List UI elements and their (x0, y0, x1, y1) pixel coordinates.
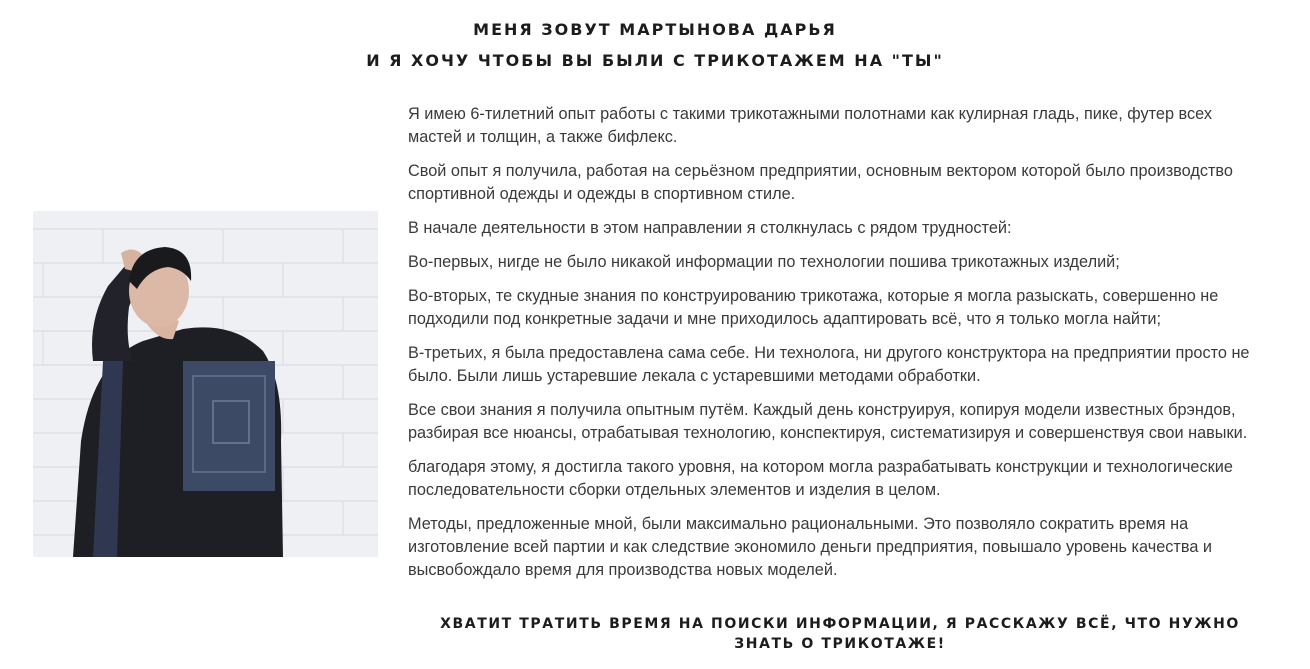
bio-paragraph: Методы, предложенные мной, были максимально рациональными. Это позволяло сократить время на изготовление всей партии и как следствие экономило деньги предприятия, повышало уровень качества и высвобождало время для производства новых моделей. (408, 515, 1212, 579)
bio-paragraph: В-третьих, я была предоставлена сама себе. Ни технолога, ни другого конструктора на предприятии просто не было. Были лишь устаревшие лекала с устаревшими методами обработки. (408, 344, 1250, 385)
bio-paragraph: Я имею 6-тилетний опыт работы с такими трикотажными полотнами как кулирная гладь, пике, футер всех мастей и толщин, а также бифлекс. (408, 105, 1212, 146)
bio-paragraph: Во-вторых, те скудные знания по конструированию трикотажа, которые я могла разыскать, совершенно не подходили под конкретные задачи и мне приходилось адаптировать всё, что я только могла найти; (408, 287, 1219, 328)
call-to-action-heading: ХВАТИТ ТРАТИТЬ ВРЕМЯ НА ПОИСКИ ИНФОРМАЦИИ, Я РАССКАЖУ ВСЁ, ЧТО НУЖНО ЗНАТЬ О ТРИКОТАЖЕ! (440, 616, 1240, 652)
bio-text (408, 103, 1268, 593)
page-subtitle: И Я ХОЧУ ЧТОБЫ ВЫ БЫЛИ С ТРИКОТАЖЕМ НА "ТЫ" (366, 51, 944, 70)
bio-paragraph: благодаря этому, я достигла такого уровня, на котором могла разрабатывать конструкции и технологические последовательности сборки отдельных элементов и изделия в целом. (408, 458, 1233, 499)
bio-paragraph: Свой опыт я получила, работая на серьёзном предприятии, основным вектором которой было производство спортивной одежды и одежды в спортивном стиле. (408, 162, 1233, 203)
bio-paragraph: Во-первых, нигде не было никакой информации по технологии пошива трикотажных изделий; (408, 253, 1120, 271)
page-title: МЕНЯ ЗОВУТ МАРТЫНОВА ДАРЬЯ (473, 20, 837, 39)
bio-paragraph: В начале деятельности в этом направлении я столкнулась с рядом трудностей: (408, 219, 1012, 237)
portrait-photo (33, 211, 378, 557)
bio-paragraph: Все свои знания я получила опытным путём. Каждый день конструируя, копируя модели известных брэндов, разбирая все нюансы, отрабатывая технологию, конспектируя, систематизируя и совершенствуя свои навыки. (408, 401, 1248, 442)
